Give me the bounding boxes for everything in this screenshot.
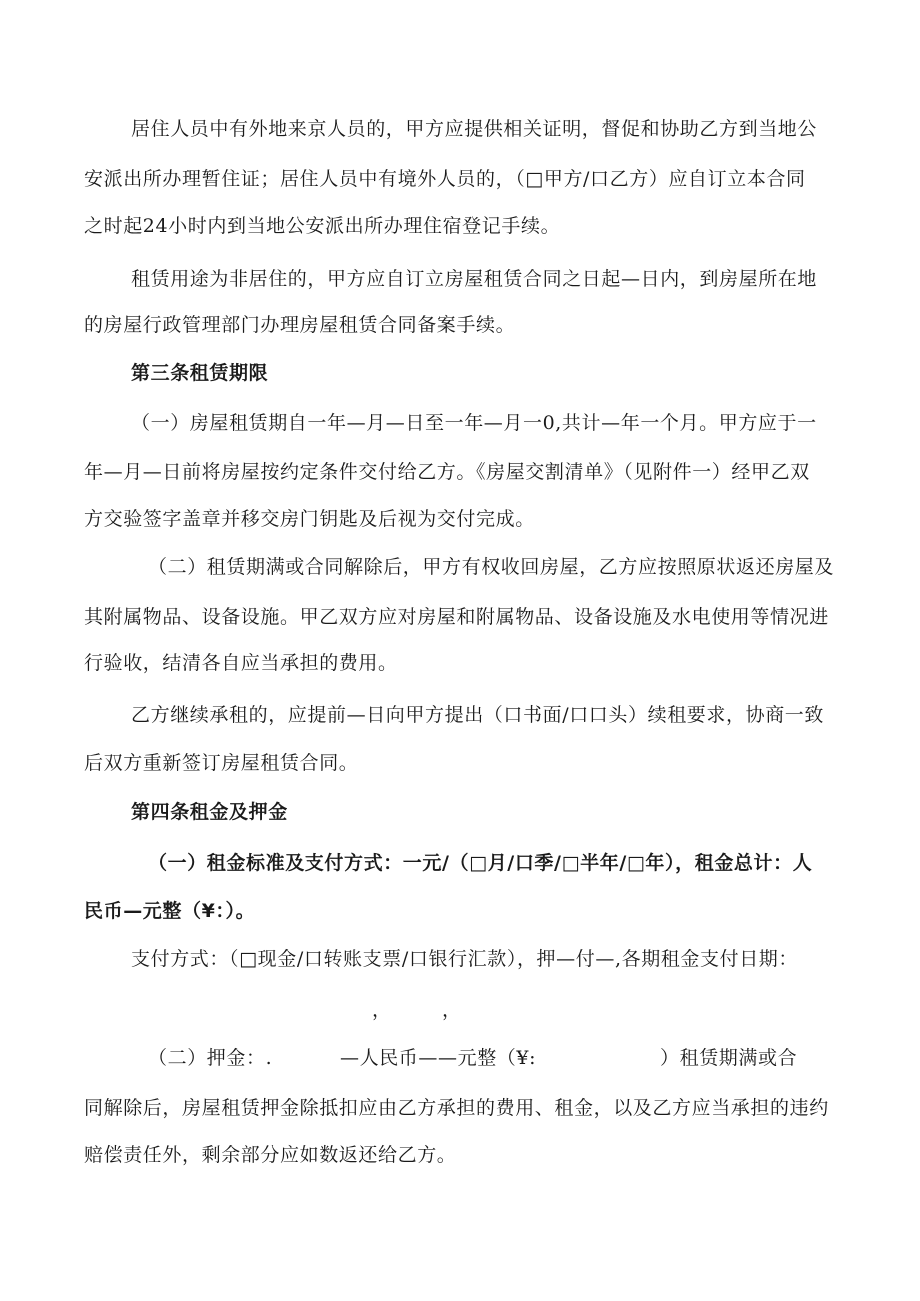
section-heading: 第四条租金及押金 [131, 801, 288, 823]
blank-comma: ， [372, 999, 392, 1021]
paragraph-line: 其附属物品、设备设施。甲乙双方应对房屋和附属物品、设备设施及水电使用等情况进 [84, 606, 829, 628]
paragraph-line: 居住人员中有外地来京人员的，甲方应提供相关证明，督促和协助乙方到当地公 [131, 118, 818, 140]
paragraph-line: 同解除后，房屋租赁押金除抵扣应由乙方承担的费用、租金，以及乙方应当承担的违约 [84, 1097, 829, 1119]
paragraph-line: 之时起24小时内到当地公安派出所办理住宿登记手续。 [84, 215, 561, 237]
deposit-continuation-text: ）租赁期满或合 [660, 1047, 798, 1069]
paragraph-line: 后双方重新签订房屋租赁合同。 [84, 752, 359, 774]
paragraph-line: 年—月—日前将房屋按约定条件交付给乙方。《房屋交割清单》（见附件一）经甲乙双 [84, 461, 810, 483]
paragraph-line: （一）租金标准及支付方式：一元/（□月/口季/□半年/□年），租金总计：人 [148, 852, 813, 874]
section-heading: 第三条租赁期限 [131, 362, 269, 384]
paragraph-line: 租赁用途为非居住的，甲方应自订立房屋租赁合同之日起—日内，到房屋所在地 [131, 268, 818, 290]
paragraph-line: 安派出所办理暂住证；居住人员中有境外人员的，（□甲方/口乙方）应自订立本合同 [84, 168, 806, 190]
paragraph-line: （二）租赁期满或合同解除后，甲方有权收回房屋，乙方应按照原状返还房屋及 [148, 556, 835, 578]
paragraph-line: 赔偿责任外，剩余部分应如数返还给乙方。 [84, 1144, 457, 1166]
paragraph-line: 方交验签字盖章并移交房门钥匙及后视为交付完成。 [84, 508, 535, 530]
paragraph-line: （一）房屋租赁期自一年—月—日至一年—月一0,共计—年一个月。甲方应于一 [131, 412, 817, 434]
paragraph-line: 行验收，结清各自应当承担的费用。 [84, 652, 398, 674]
deposit-amount-text: —人民币——元整（¥: [340, 1047, 537, 1069]
deposit-label: （二）押金：. [148, 1047, 273, 1069]
paragraph-line: 民币—元整（¥：）。 [84, 900, 256, 922]
blank-comma: ， [442, 999, 462, 1021]
paragraph-line: 的房屋行政管理部门办理房屋租赁合同备案手续。 [84, 314, 516, 336]
paragraph-line: 乙方继续承租的，应提前—日向甲方提出（口书面/口口头）续租要求，协商一致 [131, 704, 825, 726]
paragraph-line: 支付方式：（□现金/口转账支票/口银行汇款），押—付—,各期租金支付日期： [131, 948, 798, 970]
